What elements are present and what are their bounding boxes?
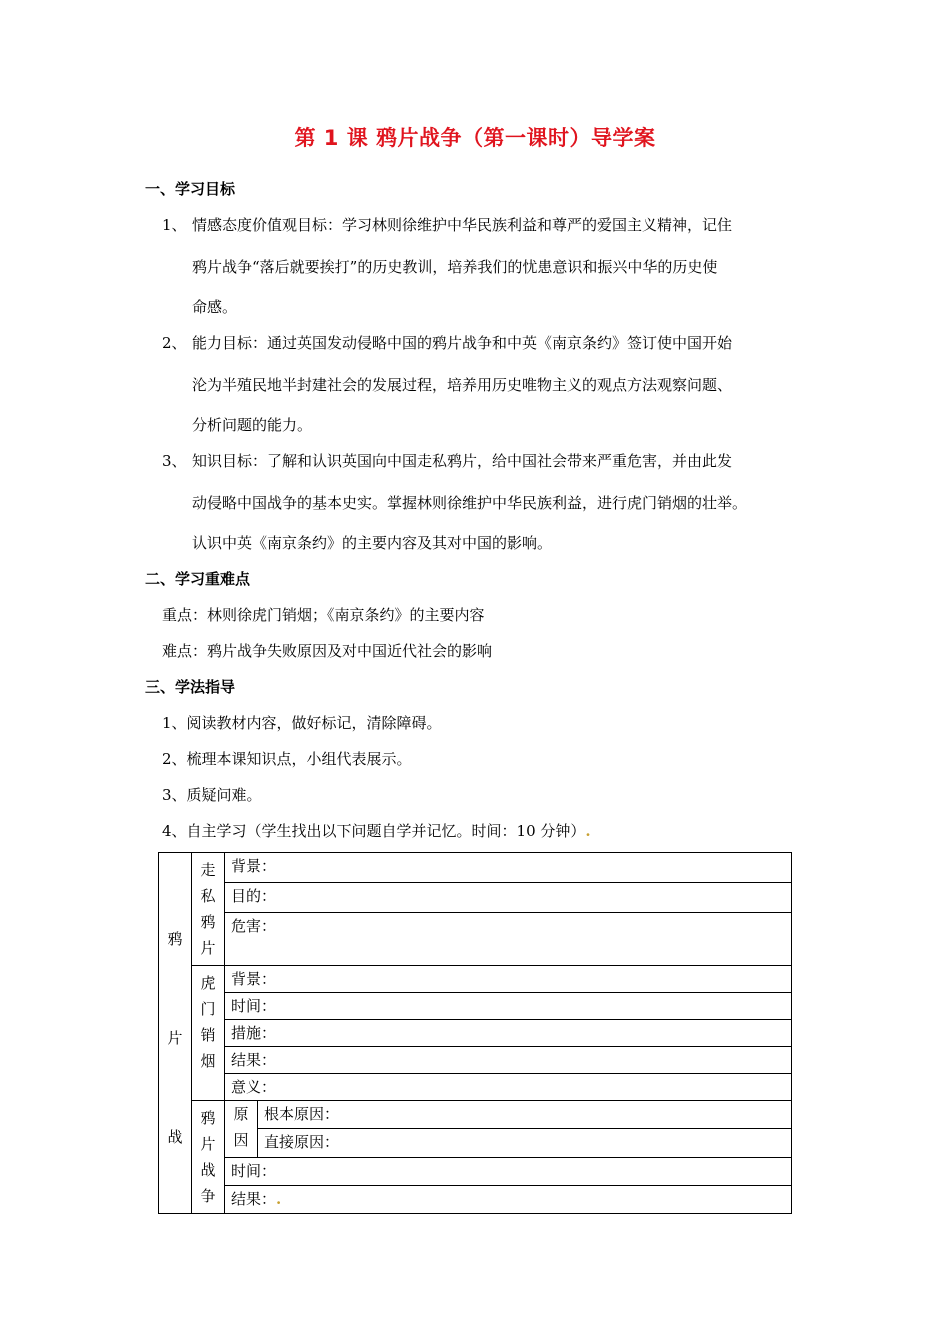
main-label-char: 鸦 (167, 929, 183, 948)
highlight-mark: . (585, 822, 591, 840)
goal-2-line-2: 沦为半殖民地半封建社会的发展过程，培养用历史唯物主义的观点方法观察问题、 (192, 376, 733, 394)
smuggling-label-char: 片 (200, 939, 216, 957)
war-label-cell (192, 1101, 225, 1214)
section-heading-goals: 一、学习目标 (145, 180, 236, 198)
cause-label-char: 因 (233, 1131, 249, 1149)
war-label-char: 争 (200, 1187, 216, 1205)
smuggling-label-char: 走 (200, 861, 216, 879)
humen-label-char: 门 (200, 1000, 216, 1018)
section-heading-method: 三、学法指导 (145, 678, 236, 696)
method-item-4 (162, 820, 591, 841)
item-number: 3、 (162, 452, 187, 470)
humen-label-char: 虎 (200, 974, 216, 992)
difficult-point-text: 难点：鸦片战争失败原因及对中国近代社会的影响 (162, 642, 493, 660)
goal-2-line-1: 能力目标：通过英国发动侵略中国的鸦片战争和中英《南京条约》签订使中国开始 (192, 334, 733, 352)
page-title: 第 1 课 鸦片战争（第一课时）导学案 (294, 126, 656, 150)
smuggling-label-char: 私 (200, 887, 216, 905)
method-item-2: 2、梳理本课知识点，小组代表展示。 (162, 750, 412, 768)
humen-result-field[interactable]: 结果： (225, 1047, 792, 1074)
war-label-char: 战 (200, 1161, 216, 1179)
smuggling-background-field[interactable]: 背景： (225, 853, 792, 883)
item-number: 2、 (162, 334, 187, 352)
war-result-label: 结果： (231, 1189, 277, 1208)
goal-3-line-2: 动侵略中国战争的基本史实。掌握林则徐维护中华民族利益，进行虎门销烟的壮举。 (192, 494, 748, 512)
war-time-field[interactable]: 时间： (225, 1157, 792, 1185)
humen-significance-field[interactable]: 意义： (225, 1074, 792, 1101)
humen-measures-field[interactable]: 措施： (225, 1020, 792, 1047)
war-label-char: 片 (200, 1135, 216, 1153)
humen-background-field[interactable]: 背景： (225, 966, 792, 993)
key-point-text: 重点：林则徐虎门销烟；《南京条约》的主要内容 (162, 606, 485, 624)
humen-time-field[interactable]: 时间： (225, 993, 792, 1020)
war-result-field[interactable] (225, 1185, 792, 1213)
goal-1-line-1: 情感态度价值观目标：学习林则徐维护中华民族利益和尊严的爱国主义精神，记住 (192, 216, 733, 234)
goal-1-line-2: 鸦片战争“落后就要挨打”的历史教训，培养我们的忧患意识和振兴中华的历史使 (192, 258, 718, 276)
smuggling-purpose-field[interactable]: 目的： (225, 883, 792, 913)
root-cause-field[interactable]: 根本原因： (258, 1101, 792, 1129)
goal-1-line-3: 命感。 (192, 298, 238, 316)
main-label-char: 战 (167, 1127, 183, 1146)
main-label-char: 片 (167, 1028, 183, 1047)
cause-label-cell (225, 1101, 258, 1158)
goal-3-line-1: 知识目标：了解和认识英国向中国走私鸦片，给中国社会带来严重危害，并由此发 (192, 452, 733, 470)
smuggling-harm-field[interactable]: 危害： (225, 913, 792, 966)
method-item-3: 3、质疑问难。 (162, 786, 262, 804)
humen-label-char: 烟 (200, 1052, 216, 1070)
goal-3-line-3: 认识中英《南京条约》的主要内容及其对中国的影响。 (192, 534, 553, 552)
war-label-char: 鸦 (200, 1109, 216, 1127)
humen-label-char: 销 (200, 1026, 216, 1044)
method-item-1: 1、阅读教材内容，做好标记，清除障碍。 (162, 714, 442, 732)
method-item-4-text: 4、自主学习（学生找出以下问题自学并记忆。时间：10 分钟） (162, 822, 586, 840)
goal-2-line-3: 分析问题的能力。 (192, 416, 313, 434)
smuggling-label-char: 鸦 (200, 913, 216, 931)
humen-label-cell (192, 966, 225, 1101)
smuggling-label-cell (192, 853, 225, 966)
highlight-mark: . (276, 1189, 282, 1208)
study-table (158, 852, 792, 1214)
main-label-cell (159, 853, 192, 1214)
item-number: 1、 (162, 216, 187, 234)
section-heading-key-points: 二、学习重难点 (145, 570, 251, 588)
cause-label-char: 原 (233, 1105, 249, 1123)
direct-cause-field[interactable]: 直接原因： (258, 1129, 792, 1157)
